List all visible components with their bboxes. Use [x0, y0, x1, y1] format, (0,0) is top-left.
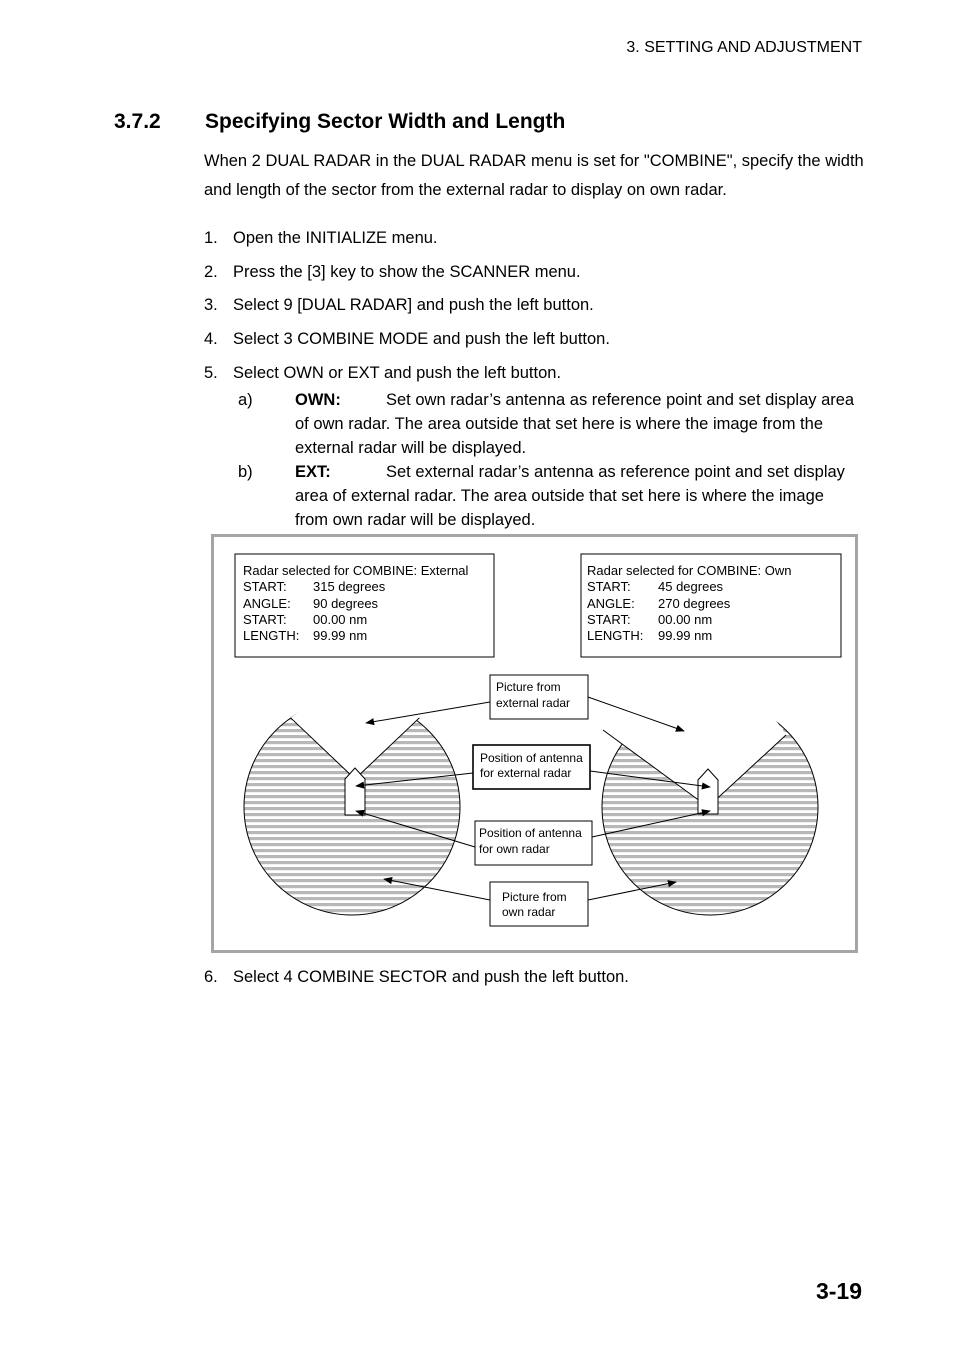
right-box-label: ANGLE:: [587, 596, 635, 611]
left-info-box: [235, 554, 494, 657]
figure-drawing: [214, 537, 855, 950]
left-box-value: 315 degrees: [313, 579, 386, 594]
step-text: Select OWN or EXT and push the left button.: [233, 364, 562, 382]
right-box-title: Radar selected for COMBINE: Own: [587, 563, 792, 578]
substep-letter: b): [238, 463, 253, 481]
left-box-value: 99.99 nm: [313, 628, 368, 643]
callout-antenna-own: [475, 821, 592, 865]
callout-line: for own radar: [479, 842, 550, 856]
callout-antenna-external: [473, 745, 590, 789]
callout-line: Picture from: [496, 680, 561, 694]
left-box-label: START:: [243, 579, 287, 594]
callout-line: own radar: [502, 905, 556, 919]
callout-line: for external radar: [480, 766, 572, 780]
substep-letter: a): [238, 391, 253, 409]
step-text: Open the INITIALIZE menu.: [233, 229, 438, 247]
callout-line: Picture from: [502, 890, 567, 904]
left-box-value: 00.00 nm: [313, 612, 368, 627]
step-number: 5.: [204, 364, 218, 382]
combine-sector-figure: [211, 534, 858, 953]
right-box-value: 270 degrees: [658, 596, 731, 611]
right-box-label: START:: [587, 612, 631, 627]
left-box-title: Radar selected for COMBINE: External: [243, 563, 469, 578]
left-box-label: ANGLE:: [243, 596, 291, 611]
substep-text: Set own radar’s antenna as reference point and set display area of own radar. The area outside that set here is where the image from the external radar will be displayed.: [295, 391, 855, 457]
step-number: 1.: [204, 229, 218, 247]
callout-line: Position of antenna: [479, 826, 582, 840]
substep-term: OWN:: [295, 391, 341, 409]
step-number: 4.: [204, 330, 218, 348]
right-box-value: 00.00 nm: [658, 612, 713, 627]
callout-line: Position of antenna: [480, 751, 583, 765]
section-title: Specifying Sector Width and Length: [205, 110, 566, 133]
left-box-label: LENGTH:: [243, 628, 300, 643]
right-box-label: LENGTH:: [587, 628, 644, 643]
right-box-value: 45 degrees: [658, 579, 724, 594]
substep-text: Set external radar’s antenna as reference point and set display area of external radar. The area outside that set here is where the image from own radar will be displayed.: [295, 463, 845, 529]
step-text: Select 3 COMBINE MODE and push the left button.: [233, 330, 610, 348]
substep-term: EXT:: [295, 463, 331, 481]
callout-picture-external: [490, 675, 588, 719]
right-radar-display: [602, 682, 818, 915]
section-number: 3.7.2: [114, 110, 161, 133]
step-number: 3.: [204, 296, 218, 314]
right-box-label: START:: [587, 579, 631, 594]
step-number: 6.: [204, 968, 218, 986]
step-text: Press the [3] key to show the SCANNER menu.: [233, 263, 581, 281]
left-box-value: 90 degrees: [313, 596, 379, 611]
left-radar-display: [244, 696, 460, 915]
right-info-box: [581, 554, 841, 657]
intro-paragraph: When 2 DUAL RADAR in the DUAL RADAR menu is set for "COMBINE", specify the width and length of the sector from the external radar to display on own radar.: [204, 152, 864, 199]
callout-picture-own: [490, 882, 588, 926]
left-box-label: START:: [243, 612, 287, 627]
running-header: 3. SETTING AND ADJUSTMENT: [626, 39, 862, 56]
step-text: Select 9 [DUAL RADAR] and push the left button.: [233, 296, 594, 314]
page-number: 3-19: [815, 1278, 862, 1304]
left-antenna-marker: [345, 768, 365, 815]
step-text: Select 4 COMBINE SECTOR and push the left button.: [233, 968, 629, 986]
callout-line: external radar: [496, 696, 571, 710]
step-number: 2.: [204, 263, 218, 281]
right-box-value: 99.99 nm: [658, 628, 713, 643]
